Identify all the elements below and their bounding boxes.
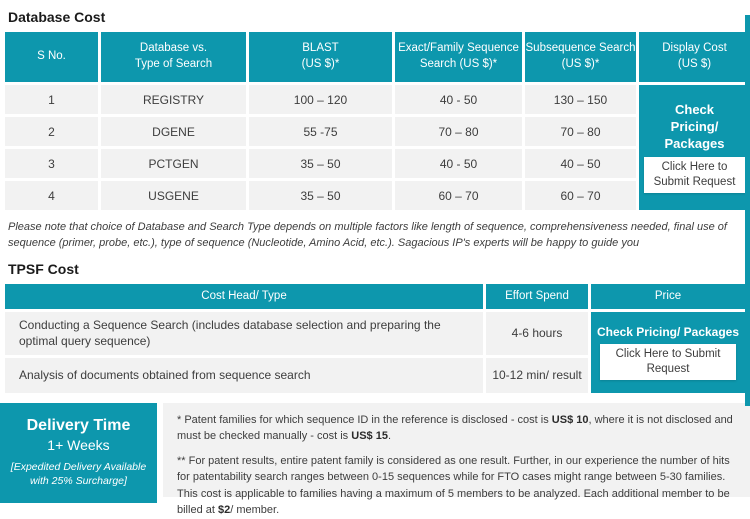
- table-cell: 70 – 80: [525, 117, 636, 146]
- table-cell: 4-6 hours: [486, 312, 588, 355]
- database-cost-table: [5, 32, 745, 210]
- footnote-text: .: [387, 430, 392, 443]
- table-cell: 40 - 50: [395, 149, 522, 178]
- table-cell: 40 – 50: [525, 149, 636, 178]
- table-cell: DGENE: [101, 117, 246, 146]
- db-submit-request-button[interactable]: Click Here to Submit Request: [644, 157, 746, 193]
- database-choice-note: Please note that choice of Database and Search Type depends on multiple factors like length of sequence, comprehensiveness needed, final use of sequence (primer, probe, etc.), type of sequence (Nucleotide, Amino Acid, etc.). Sagacious IP's experts will be happy to guide you: [8, 221, 727, 249]
- table-cell: Conducting a Sequence Search (includes database selection and preparing the optimal query sequence): [5, 312, 483, 355]
- table-cell: 2: [5, 117, 98, 146]
- delivery-duration: 1+ Weeks: [47, 437, 110, 454]
- bottom-section: [0, 403, 750, 517]
- footnote-bold-price: US$ 15: [351, 430, 388, 443]
- pricing-page: [0, 9, 750, 517]
- table-cell: 40 - 50: [395, 85, 522, 114]
- db-header-blast: BLAST (US $)*: [249, 32, 392, 82]
- table-cell: 3: [5, 149, 98, 178]
- check-pricing-packages-label: Check Pricing/ Packages: [664, 101, 725, 151]
- expedited-delivery-note: [Expedited Delivery Available with 25% Surcharge]: [10, 461, 147, 488]
- footnote-patent-families: [177, 412, 736, 445]
- tpsf-header-cost-head: Cost Head/ Type: [5, 284, 483, 309]
- table-cell: 70 – 80: [395, 117, 522, 146]
- check-pricing-packages-label: Check Pricing/ Packages: [596, 324, 740, 339]
- db-header-display-cost: Display Cost (US $): [639, 32, 750, 82]
- delivery-time-box: [0, 403, 157, 503]
- footnote-text: ** For patent results, entire patent family is considered as one result. Further, in our experience the number of hits for patentability search ranges between 0-15 sequences while for FTO cases might range between 5-30 families. This cost is applicable to families having a maximum of 5 members to be analyzed. Each additional member to be billed at: [177, 454, 730, 517]
- footnote-text: / member.: [230, 504, 280, 517]
- table-cell: 10-12 min/ result: [486, 358, 588, 393]
- table-cell: 100 – 120: [249, 85, 392, 114]
- table-cell: 4: [5, 181, 98, 210]
- footnote-bold-price: $2: [217, 504, 231, 517]
- table-cell: REGISTRY: [101, 85, 246, 114]
- db-header-exact-family: Exact/Family Sequence Search (US $)*: [395, 32, 522, 82]
- db-header-database-type: Database vs. Type of Search: [101, 32, 246, 82]
- table-cell: 55 -75: [249, 117, 392, 146]
- table-cell: Analysis of documents obtained from sequence search: [5, 358, 483, 393]
- footnote-text: , where it is not disclosed and must be checked manually - cost is: [177, 413, 733, 443]
- table-cell: 130 – 150: [525, 85, 636, 114]
- right-edge-accent-bar: [745, 15, 750, 406]
- table-cell: PCTGEN: [101, 149, 246, 178]
- tpsf-cost-title: TPSF Cost: [8, 260, 79, 277]
- tpsf-submit-request-button[interactable]: Click Here to Submit Request: [600, 344, 736, 380]
- tpsf-header-price: Price: [591, 284, 745, 309]
- tpsf-price-cell: [591, 312, 745, 393]
- footnotes-box: [163, 403, 750, 517]
- table-cell: USGENE: [101, 181, 246, 210]
- tpsf-header-effort-spend: Effort Spend: [486, 284, 588, 309]
- footnote-text: * Patent families for which sequence ID in the reference is disclosed - cost is: [177, 413, 552, 426]
- table-cell: 60 – 70: [525, 181, 636, 210]
- tpsf-cost-table: [5, 284, 748, 393]
- table-cell: 35 – 50: [249, 149, 392, 178]
- table-cell: 1: [5, 85, 98, 114]
- db-header-sno: S No.: [5, 32, 98, 82]
- table-cell: 35 – 50: [249, 181, 392, 210]
- footnote-bold-price: US$ 10: [551, 413, 589, 426]
- db-display-cost-cell: [639, 85, 750, 210]
- table-cell: 60 – 70: [395, 181, 522, 210]
- database-cost-title: Database Cost: [8, 9, 106, 25]
- db-header-subsequence: Subsequence Search (US $)*: [525, 32, 636, 82]
- delivery-time-title: Delivery Time: [26, 417, 131, 435]
- footnote-patent-results: [177, 453, 736, 519]
